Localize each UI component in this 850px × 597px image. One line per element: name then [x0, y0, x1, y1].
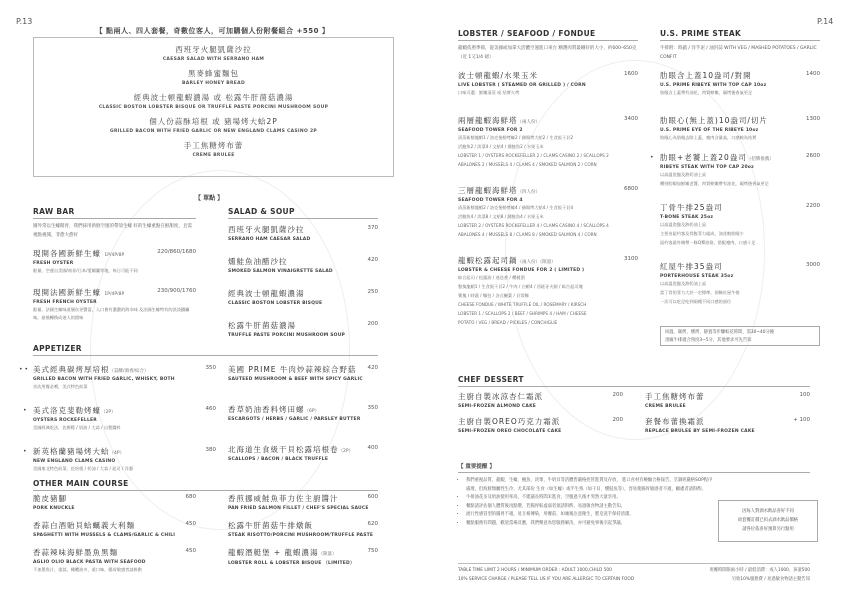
item-price: 200	[612, 417, 623, 423]
item-name-en: SAUTEED MUSHROOM & BEEF WITH SPICY GARLIC	[228, 377, 363, 382]
item-name-en: U.S. PRIME RIBEYE WITH TOP CAP 10oz	[660, 83, 767, 88]
menu-item	[458, 416, 623, 434]
item-name-zh: 美式經典碳烤厚培根	[33, 365, 110, 374]
menu-item	[660, 202, 820, 247]
steak-section	[650, 29, 820, 306]
item-name-zh: 美國 PRIME 牛肉炒蒜辣綜合野菇	[228, 365, 357, 374]
item-desc: 清蒸新鮮龍蝦2 / 洛克斐勒烤蠔4 / 豬場烤大蛤4 / 生食級干貝4	[458, 205, 574, 210]
item-desc: 清蒸新鮮龍蝦1 / 洛克斐勒烤蠔2 / 豬場烤大蛤2 / 生食級干貝2	[458, 135, 574, 140]
item-name-zh: 肋眼+老饕上蓋20盎司	[660, 153, 747, 162]
menu-item	[228, 520, 378, 538]
menu-item	[650, 152, 820, 188]
item-tag: （限量）	[318, 552, 337, 557]
item-price: 350	[367, 405, 378, 411]
item-price: 680	[185, 494, 196, 500]
other-main-left-column	[33, 489, 196, 574]
item-price: 3000	[806, 262, 820, 268]
item-desc: 紐約客最外側帶一條Q彈油筋，搭配瘦肉，口感十足	[660, 240, 756, 245]
set-meal-item	[34, 140, 393, 158]
item-name-en: SEAFOOD TOWER FOR 2	[458, 128, 523, 133]
item-qty: 1P/4P/8P	[104, 292, 125, 297]
item-name-en: REPLACE BRULEE BY SEMI-FROZEN CAKE	[645, 429, 755, 434]
item-desc: 活鮑魚2 / 淡菜4 / 文蛤4 / 燻鮭魚2 / 水果玉米	[458, 144, 544, 149]
item-name-zh: 紅屋牛排35盎司	[660, 262, 723, 271]
notice-item: • 牛排油花多及奶油使用率高，不建議長時間未進食，空腹過久後才突然大量享用。	[466, 494, 713, 503]
menu-item	[23, 446, 216, 473]
menu-item	[645, 391, 810, 409]
item-name-en: GRILLED BACON WITH FRIED GARLIC OR NEW ENGLAND CLAMS CASINO 2P	[109, 129, 317, 134]
drink-policy-box	[718, 500, 818, 542]
dessert-section	[458, 375, 810, 434]
notice-item: • 流行性感冒型的腸胃不適，易互相傳染，用餐前，如廁後注意衛生，肥皂洗手保持清潔。	[466, 511, 713, 520]
item-name-zh: 香蒜辣味海鮮墨魚黑麵	[33, 548, 118, 557]
item-name-en: AGLIO OLIO BLACK PASTA WITH SEAFOOD	[33, 560, 146, 565]
item-name-zh: 新英格蘭豬場烤大蛤	[33, 447, 110, 456]
item-price: 2200	[806, 203, 820, 209]
set-meal-item	[34, 92, 393, 110]
item-price: 200	[367, 321, 378, 327]
item-price: 3100	[624, 256, 638, 262]
set-meal-box	[33, 37, 394, 177]
item-name-en: STEAK RISOTTO/PORCINI MUSHROOM/TRUFFLE PASTE	[228, 533, 374, 538]
item-name-en: SEMI-FROZEN ALMOND CAKE	[458, 404, 537, 409]
item-desc: 美國東北特色前菜，佐培根 / 奶油 / 大蒜 / 起司 / 洋蔥	[33, 466, 134, 471]
item-name-zh: 龍蝦潛艇堡 + 龍蝦濃湯	[228, 548, 319, 557]
item-desc: 嚼勁肋眼加鮮嫩老饕，肉質軟嫩帶有油花，碳烤後香氣更足	[660, 181, 769, 186]
item-price: 6800	[624, 186, 638, 192]
item-name-en: LOBSTER & CHEESE FONDUE FOR 2 ( LIMITED )	[458, 268, 585, 273]
item-name-en: CAESAR SALAD WITH SERRANO HAM	[162, 57, 265, 62]
item-name-zh: 三層龍蝦海鮮塔	[458, 186, 518, 195]
item-desc: 肋眼心為肋眼去除上蓋，瘦肉含量高，口感較為結實	[660, 135, 757, 140]
recommended-bullet-icon: •	[23, 407, 27, 414]
item-desc: ABALONES 4 / MUSSELS 8 / CLAMS 8 / SMOKED SALMON 4 / CORN	[458, 232, 597, 237]
item-desc: 首次用餐必嚐，美式特色前菜	[33, 384, 88, 389]
item-name-en: U.S. PRIME EYE OF THE RIBEYE 10oz	[660, 128, 759, 133]
notice-item: • 餐點請評估個人體質後再點選，若腸胃較虛弱者煩請斟酌，易過敏食物請主動告知。	[466, 503, 713, 512]
item-name-en: LIVE LOBSTER ( STEAMED OR GRILLED ) / CORN	[458, 83, 586, 88]
item-desc: 薯塊 / 時蔬 / 麵包 / 各式醃菜 / 貝殼麵	[458, 293, 529, 298]
menu-item	[33, 547, 196, 574]
menu-item	[228, 224, 378, 242]
item-desc: 口味可選：鮮嫩清蒸 或 結實火烤	[458, 90, 520, 95]
item-tag: （兩人份）	[517, 120, 540, 125]
other-main-right-column	[228, 489, 378, 566]
item-name-en: LOBSTER ROLL & LOBSTER BISQUE （LIMITED）	[228, 561, 355, 566]
item-name-en: SEMI-FROZEN OREO CHOCOLATE CAKE	[458, 429, 562, 434]
item-qty: 1P/4P/8P	[104, 253, 125, 258]
item-name-zh: 經典波士頓龍蝦濃湯	[228, 289, 305, 298]
item-name-zh: 脆皮豬腳	[33, 494, 67, 503]
menu-item	[660, 70, 820, 97]
item-name-zh: 黑麥蜂蜜麵包	[188, 69, 239, 78]
item-price: 100	[799, 392, 810, 398]
section-note: 龍蝦依照季節，從美國或加拿大活體空運進口來台 精選肉質最剛好的大小，約600–650克（近 1又1/4 磅）	[458, 46, 637, 60]
item-name-en: NEW ENGLAND CLAMS CASINO	[33, 459, 116, 464]
item-price: 460	[205, 406, 216, 412]
item-name-en: TRUFFLE PASTE PORCINI MUSHROOM SOUP	[228, 333, 346, 338]
item-name-zh: 手工焦糖烤布蕾	[183, 141, 244, 150]
item-name-en: SEAFOOD TOWER FOR 4	[458, 198, 523, 203]
item-price: 450	[185, 548, 196, 554]
box-note-line: 回溫、碳烤、燻烤、靜置等步驟較花時間，需30~40分鐘	[665, 330, 775, 335]
section-title: U.S. PRIME STEAK	[660, 29, 820, 41]
item-name-zh: 北海道生食級干貝松露培根卷	[228, 445, 339, 454]
item-price: 620	[367, 521, 378, 527]
item-tag: （四人份）	[517, 190, 540, 195]
notices-title: 【 重要提醒 】	[458, 462, 810, 473]
menu-item	[458, 391, 623, 409]
a-la-carte-label: 【 單點 】	[195, 195, 224, 202]
section-title: RAW BAR	[33, 207, 196, 219]
page-number: P.14	[817, 17, 834, 26]
footer-en-1: TABLE TIME LIMIT 2 HOURS / MINIMUM ORDER : ADULT 1000,CHILD 500	[458, 568, 612, 573]
item-price: 380	[205, 447, 216, 453]
menu-item	[458, 70, 638, 97]
menu-item	[23, 405, 216, 432]
item-name-zh: 肋眼含上蓋10盎司/對開	[660, 71, 752, 80]
drink-note-line: 因每人對酒水飲品喜好不同	[742, 509, 794, 514]
item-name-en: GRILLED BACON WITH FRIED GARLIC, WHISKY, BOTH	[33, 377, 175, 382]
item-name-zh: 西班牙火腿凱薩沙拉	[228, 225, 305, 234]
item-desc: 一次可以吃足吃到兩種不同口感的部位	[660, 299, 732, 304]
item-price: 1300	[806, 116, 820, 122]
section-note: 國外常以生蠔開胃，我們採用新鮮空運的帶殼生蠔 好的生蠔重點在鮮甜度，且需視點視開，非愈大愈好	[33, 224, 192, 238]
menu-item	[33, 520, 196, 538]
appetizer-right-column	[228, 356, 378, 462]
item-desc: CHEESE FONDUE / WHITE TRUFFLE OIL / ROSEMARY / KIRSCH	[458, 302, 587, 307]
item-name-en: SPAGHETTI WITH MUSSELS & CLAMS/GARLIC & CHILI	[33, 533, 176, 538]
item-name-en: SMOKED SALMON VINAIGRETTE SALAD	[228, 269, 333, 274]
item-name-zh: 松露牛肝菌菇濃湯	[228, 321, 296, 330]
item-price: 600	[367, 494, 378, 500]
drink-note-line: 請各位依喜好預算另行點用	[742, 527, 794, 532]
item-price: 450	[185, 521, 196, 527]
set-meal-title: 【 點兩人、四人套餐，奇數位客人，可加購個人份附餐組合 +550 】	[95, 27, 330, 35]
item-name-en: SCALLOPS / BACON / BLACK TRUFFLE	[228, 457, 329, 462]
item-price: 420	[367, 365, 378, 371]
item-desc: ABALONES 2 / MUSSELS 4 / CLAMS 4 / SMOKED SALMON 2 / CORN	[458, 162, 597, 167]
item-name-zh: 松露牛肝菌菇牛排燉飯	[228, 521, 313, 530]
menu-item	[33, 248, 196, 275]
item-price: 420	[367, 257, 378, 263]
menu-item	[33, 493, 196, 511]
menu-item	[19, 364, 216, 391]
lobster-section	[458, 29, 638, 327]
item-price: 1400	[806, 71, 820, 77]
item-name-zh: 個人份蒜酥培根 或 豬場烤大蛤2P	[149, 117, 278, 126]
item-name-zh: 經典波士頓龍蝦濃湯 或 松露牛肝菌菇濃湯	[133, 93, 294, 102]
item-name-zh: 香蒜白酒貽貝蛤蠣義大利麵	[33, 521, 135, 530]
menu-item	[660, 115, 820, 142]
page-number: P.13	[16, 17, 33, 26]
raw-bar-section	[33, 207, 196, 322]
item-tag: （蒜酥/酒香/綜合）	[109, 369, 149, 374]
menu-item	[228, 493, 378, 511]
section-title: APPETIZER	[33, 344, 378, 356]
item-name-zh: 兩層龍蝦海鮮塔	[458, 116, 518, 125]
section-title: CHEF DESSERT	[458, 375, 810, 387]
item-desc: 以高溫瓷盤及熱奶油上桌	[660, 172, 707, 177]
item-name-zh: 香煎挪威鮭魚菲力佐主廚醬汁	[228, 494, 339, 503]
item-desc: 主要由紐約客及骨腹菲力組成，油花較肋眼少	[660, 231, 744, 236]
item-desc: 限量，空運自美國/南非/日本/愛爾蘭等地，每日可能不同	[33, 268, 138, 273]
footer-en-2: 10% SERVICE CHARGE / PLEASE TELL US IF YOU ARE ALLERGIC TO CERTAIN FOOD	[458, 577, 635, 582]
salad-soup-section	[228, 207, 378, 338]
item-desc: LOBSTER 2 / OYSTERS ROCKEFELLER 4 / CLAMS CASINO 4 / SCALLOPS 4	[458, 223, 609, 228]
item-name-en: CREME BRULEE	[192, 153, 235, 158]
item-name-en: BARLEY HONEY BREAD	[182, 81, 245, 86]
notice-item: • 餐點服務有問題，歡迎當場反應，我們樂意為您服務解決，亦可避免事後引起爭議。	[466, 520, 713, 529]
item-name-zh: 套餐布蕾換霜派	[645, 417, 705, 426]
item-name-en: RIBEYE STEAK WITH TOP CAP 20oz	[660, 165, 754, 170]
item-tag: （兩人份）（限量）	[517, 260, 556, 265]
menu-item	[458, 115, 638, 169]
item-desc: 肋眼含上蓋帶有油花，肉質軟嫩，碳烤後香氣更足	[660, 90, 753, 95]
policy-footer	[458, 563, 810, 584]
item-name-zh: 燻鮭魚油醋沙拉	[228, 257, 288, 266]
item-name-zh: 香草奶油香料烤田螺	[228, 405, 305, 414]
item-name-en: PORTERHOUSE STEAK 35oz	[660, 274, 734, 279]
item-name-zh: 美式洛克斐勒烤蠔	[33, 406, 101, 415]
item-desc: POTATO / VEG / BREAD / PICKLES / CONCHIGLIE	[458, 320, 558, 325]
item-desc: 美國經典吃法，佐檸檬 / 奶油 / 大蒜 / 自製醬料	[33, 425, 121, 430]
item-name-zh: 主廚自製冰涼杏仁霜派	[458, 392, 543, 401]
item-name-zh: 波士頓龍蝦/水果玉米	[458, 71, 539, 80]
set-meal-item	[34, 68, 393, 86]
recommended-bullet-icon: • •	[19, 366, 28, 373]
menu-item	[458, 255, 638, 327]
menu-item	[228, 320, 378, 338]
item-name-en: CREME BRULEE	[645, 404, 686, 409]
item-name-en: PORK KNUCKLE	[33, 506, 75, 511]
item-name-en: ESCARGOTS / HERBS / GARLIC / PARSLEY BUTTER	[228, 417, 361, 422]
item-desc: 以高溫瓷盤及熱奶油上桌	[660, 222, 707, 227]
item-name-en: OYSTERS ROCKEFELLER	[33, 418, 97, 423]
menu-item	[228, 444, 378, 462]
item-desc: 整隻龍蝦1 / 生食級干貝2 / 牛肉 / 白蝦4 / 西班牙火腿 / 綜合起司塊	[458, 284, 583, 289]
item-tag: （4P）	[109, 451, 125, 456]
box-note-line: 頂級牛排適合熟度3~5分，其他要求可先告知	[665, 338, 752, 343]
item-name-zh: 現開各國新鮮生蠔	[33, 249, 101, 258]
item-name-zh: 主廚自製OREO巧克力霜派	[458, 417, 561, 426]
item-price: 350	[205, 365, 216, 371]
item-name-en: FRESH OYSTER	[33, 261, 74, 266]
item-name-zh: 現開法國新鮮生蠔	[33, 288, 101, 297]
set-meal-item	[34, 44, 393, 62]
menu-item	[228, 547, 378, 566]
item-price: 370	[367, 225, 378, 231]
item-desc: 活鮑魚4 / 淡菜8 / 文蛤8 / 燻鮭魚4 / 水果玉米	[458, 214, 544, 219]
item-tag: （招牌推薦）	[746, 157, 774, 162]
item-name-zh: 西班牙火腿凱薩沙拉	[175, 45, 252, 54]
item-name-en: CLASSIC BOSTON LOBSTER BISQUE OR TRUFFLE PASTE PORCINI MUSHROOM SOUP	[98, 105, 329, 110]
item-name-en: CLASSIC BOSTON LOBSTER BISQUE	[228, 301, 323, 306]
steak-cooking-note-box	[660, 326, 820, 346]
item-price: 750	[367, 548, 378, 554]
menu-item	[228, 364, 378, 382]
item-name-zh: 龍蝦松露起司鍋	[458, 256, 518, 265]
menu-item	[228, 256, 378, 274]
item-price: + 100	[793, 417, 810, 423]
item-tag: （2P）	[338, 449, 354, 454]
appetizer-left-column	[19, 356, 216, 473]
item-desc: LOBSTER 1 / SCALLOPS 2 / BEEF / SHRIMPS 4 / HAM / CHEESE	[458, 311, 587, 316]
item-desc: 以高溫瓷盤及熱奶油上桌	[660, 281, 707, 286]
menu-item	[660, 261, 820, 306]
section-title: SALAD & SOUP	[228, 207, 378, 219]
item-name-en: FRESH FRENCH OYSTER	[33, 300, 97, 305]
item-price: 200	[612, 392, 623, 398]
item-desc: 當丁骨的菲力大於一定標準，即稱紅屋牛排	[660, 290, 740, 295]
item-desc: 綜合起司 / 松露油 / 迷迭香 / 櫻桃酒	[458, 275, 525, 280]
item-price: 1600	[624, 71, 638, 77]
set-meal-item	[34, 116, 393, 134]
menu-item	[458, 185, 638, 239]
menu-item	[228, 288, 378, 306]
item-name-en: PAN FRIED SALMON FILLET / CHEF'S SPECIAL SAUCE	[228, 506, 369, 511]
section-title: OTHER MAIN COURSE	[33, 479, 378, 491]
menu-item	[645, 416, 810, 434]
item-price: 3400	[624, 116, 638, 122]
item-price: 230/900/1760	[157, 288, 196, 294]
menu-item	[228, 404, 378, 422]
footer-zh-2: 另收10%服務費 / 易過敏食物請主動告知	[731, 577, 810, 582]
item-desc: 限量，法國生蠔味道層次更豐富，入口會有濃濃的海水味 及法國生蠔特有的淡淡鐵鏽味，最後轉換成迷人的甜味	[33, 307, 190, 320]
item-desc: LOBSTER 1 / OYSTERS ROCKEFELLER 2 / CLAMS CASINO 2 / SCALLOPS 2	[458, 153, 609, 158]
footer-zh-1: 用餐時間限兩小時 / 最低消費：成人1000、孩童500	[709, 568, 810, 573]
menu-item	[33, 287, 196, 322]
item-name-en: T-BONE STEAK 25oz	[660, 215, 714, 220]
item-price: 250	[367, 289, 378, 295]
item-tag: （2P）	[101, 410, 116, 415]
item-name-zh: 丁骨牛排25盎司	[660, 203, 723, 212]
item-price: 2600	[806, 153, 820, 159]
item-tag: （6P）	[304, 409, 320, 414]
item-price: 400	[367, 445, 378, 451]
appetizer-section	[33, 344, 378, 356]
item-price: 220/860/1680	[157, 249, 196, 255]
item-desc: 不加墨魚汁，重蒜，橄欖油多，重口味，腸胃敏感者請斟酌	[33, 567, 142, 572]
item-name-zh: 肋眼心(無上蓋)10盎司/切片	[660, 116, 768, 125]
section-note: 牛排附：時蔬 / 洋芋泥 / 油封蒜 WITH VEG / MASHED POTATOES / GARLIC CONFIT	[660, 46, 817, 60]
recommended-bullet-icon: •	[23, 448, 27, 455]
item-name-zh: 手工焦糖烤布蕾	[645, 392, 705, 401]
item-name-en: SERRANO HAM CAESAR SALAD	[228, 237, 311, 242]
recommended-bullet-icon: •	[650, 154, 654, 161]
notice-item: • 我們重視品質，龍蝦、生蠔、鮑魚、淡菜、牛奶貝等活體皆嚴格控管進貨及存放， 進口食材有檢驗合格報告，烹調經嚴格SOP程序處理，但海鮮類屬性生冷，尤其部份 生食（如生蠔）或半生熟（如干貝、燻鮭魚等），容易使腸胃敏感者不適，顧慮者請斟酌。	[466, 477, 713, 494]
drink-note-line: 故套餐訂價已扣去酒水飲品價格	[737, 518, 799, 523]
section-title: LOBSTER / SEAFOOD / FONDUE	[458, 29, 638, 41]
